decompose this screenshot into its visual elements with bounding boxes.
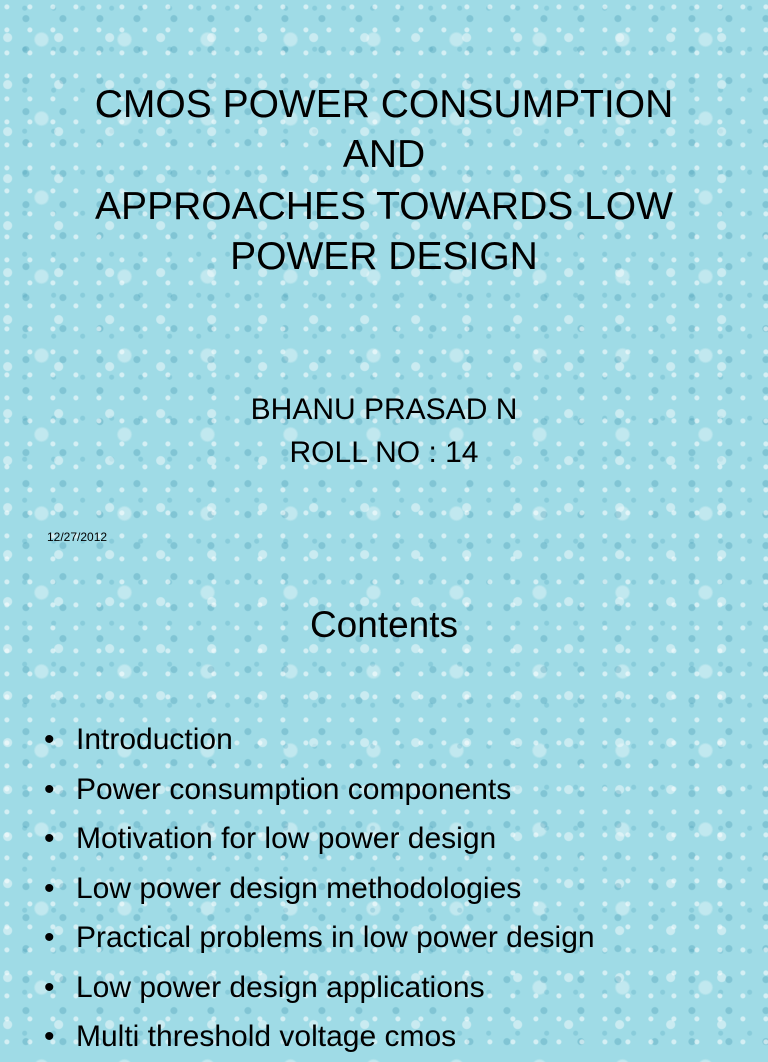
slide-title-line-2: AND [342, 133, 426, 176]
author-name: BHANU PRASAD N [250, 393, 518, 426]
bullet-icon: • [44, 871, 55, 905]
list-item [44, 814, 595, 864]
slide-date: 12/27/2012 [47, 530, 108, 544]
list-item-label: Low power design methodologies [76, 871, 522, 905]
slide-title-line-4: POWER DESIGN [230, 235, 538, 278]
slide-title-line-3: APPROACHES TOWARDS LOW [95, 185, 673, 228]
bullet-icon: • [44, 1020, 55, 1053]
list-item-label: Motivation for low power design [76, 822, 497, 855]
list-item-label: Power consumption components [76, 772, 512, 806]
list-item [44, 765, 595, 815]
list-item-label: Practical problems in low power design [76, 921, 595, 954]
bullet-icon: • [44, 921, 55, 954]
list-item [44, 715, 595, 765]
list-item-label: Multi threshold voltage cmos [76, 1020, 457, 1053]
bullet-icon: • [44, 822, 55, 855]
list-item [44, 864, 595, 914]
list-item [44, 1012, 595, 1062]
contents-list [44, 715, 595, 1062]
list-item [44, 963, 595, 1013]
title-slide [0, 0, 768, 512]
roll-number: ROLL NO : 14 [289, 436, 479, 469]
list-item-label: Low power design applications [76, 970, 485, 1004]
bullet-icon: • [44, 970, 55, 1004]
bullet-icon: • [44, 723, 55, 756]
list-item [44, 913, 595, 963]
contents-heading: Contents [309, 604, 459, 645]
bullet-icon: • [44, 772, 55, 806]
list-item-label: Introduction [76, 723, 233, 756]
slide-title-line-1: CMOS POWER CONSUMPTION [94, 83, 674, 126]
